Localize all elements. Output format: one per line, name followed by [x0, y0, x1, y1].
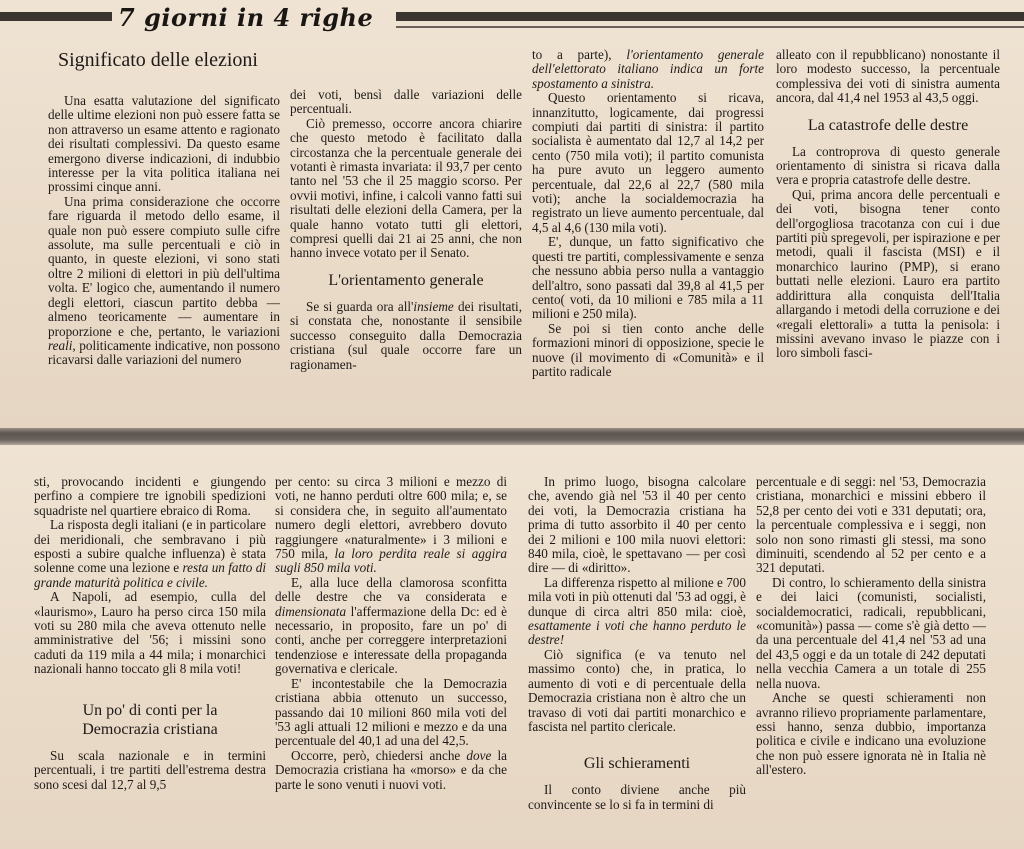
- paragraph: La differenza rispetto al milione e 700 mila voti in più ottenuti dal '53 ad oggi, è dunque di circa altri 850 mila: cioè, esattamente i voti che hanno perduto le destre!: [528, 574, 746, 648]
- paragraph: Se poi si tien conto anche delle formazioni minori di opposizione, specie le nuove (il movimento di «Comunità» e il partito radicale: [532, 320, 764, 379]
- paragraph: per cento: su circa 3 milioni e mezzo di voti, ne hanno perduti oltre 600 mila; e, se si considera che, in seguito all'aumentato numero degli elettori, avrebbero dovuto raggiungere «naturalmente» i 3 milioni e 750 mila, la loro perdita reale si aggira sugli 850 mila voti.: [275, 474, 507, 576]
- paragraph: dei voti, bensì dalle variazioni delle percentuali.: [290, 87, 522, 117]
- bottom-clipping: [0, 445, 1024, 849]
- paragraph: percentuale e di seggi: nel '53, Democrazia cristiana, monarchici e missini ebbero il 52,8 per cento dei voti e 331 deputati; ora, la percentuale complessiva e i seggi, non solo non sono rimasti gli stessi, ma sono diminuiti, scendendo al 52 per cento e a 321 deputati.: [756, 474, 986, 576]
- bottom-column-4: [756, 475, 986, 778]
- top-column-3: [532, 48, 764, 379]
- paragraph: to a parte), l'orientamento generale dell'elettorato italiano indica un forte spostamento a sinistra.: [532, 47, 764, 91]
- masthead-rule-thin: [396, 26, 1024, 28]
- bottom-column-1: [34, 475, 266, 792]
- masthead-rule-left: [0, 12, 112, 21]
- paragraph: Il conto diviene anche più convincente se lo si fa in termini di: [528, 782, 746, 812]
- paragraph: Occorre, però, chiedersi anche dove la Democrazia cristiana ha «morso» e da che parte le sono venuti i nuovi voti.: [275, 747, 507, 792]
- paragraph: La risposta degli italiani (e in particolare dei meridionali, che sembravano i più esposti a subire qualche influenza) è stata solenne come una lezione e resta un fatto di grande maturità politica e civile.: [34, 517, 266, 590]
- bottom-column-3: [528, 475, 746, 812]
- paragraph: A Napoli, ad esempio, culla del «laurismo», Lauro ha perso circa 150 mila voti su 280 mila che aveva ottenuto nelle amministrative del '56; i missini sono caduti da 119 mila a 44 mila; i monarchici nazionali hanno toccato gli 8 mila voti!: [34, 589, 266, 677]
- paragraph: Anche se questi schieramenti non avranno rilievo propriamente parlamentare, essi hanno, senza dubbio, importanza politica e civile e indicano una evoluzione che non può essere ignorata nè in Italia nè all'estero.: [756, 690, 986, 778]
- masthead-title: 7 giorni in 4 righe: [118, 3, 374, 32]
- article-headline: Significato delle elezioni: [58, 49, 258, 71]
- paragraph: Su scala nazionale e in termini percentuali, i tre partiti dell'estrema destra sono scesi dal 12,7 al 9,5: [34, 747, 266, 792]
- paragraph: In primo luogo, bisogna calcolare che, avendo già nel '53 il 40 per cento dei voti, la Democrazia cristiana ha prima di tutto assorbito il 40 per cento dei 2 milioni e 100 mila nuovi elettori: 840 mila, cioè, le spettavano — per così dire — di «diritto».: [528, 474, 746, 576]
- paragraph: sti, provocando incidenti e giungendo perfino a compiere tre ignobili spedizioni squadriste nel quartiere ebraico di Roma.: [34, 474, 266, 518]
- paragraph: Una esatta valutazione del significato delle ultime elezioni non può essere fatta se non attraverso un esame attento e ragionato dei risultati complessivi. Da questo esame emergono diverse indicazioni, di indubbio interesse per la vita politica italiana nei prossimi cinque anni.: [48, 93, 280, 195]
- bottom-column-2: [275, 475, 507, 792]
- paragraph: E' incontestabile che la Democrazia cristiana abbia ottenuto un successo, passando dai 10 milioni 860 mila voti del '53 agli attuali 12 milioni e mezzo e da una percentuale del 40,1 ad una del 42,5.: [275, 675, 507, 749]
- section-heading: L'orientamento generale: [328, 271, 484, 289]
- paragraph: E, alla luce della clamorosa sconfitta delle destre che va considerata e dimensionata l'affermazione della Dc: ed è necessario, in proposito, fare un po' di conti, anche per correggere interpretazioni tendenziose e interessate della propaganda governativa e clericale.: [275, 574, 507, 677]
- paragraph: Questo orientamento si ricava, innanzitutto, logicamente, dai progressi compiuti dai partiti di sinistra: il partito socialista è aumentato dal 12,7 al 14,2 per cento (750 mila voti); il partito comunista ha pure avuto un leggero aumento percentuale, dal 22,6 al 22,7 (580 mila voti); anche la socialdemocrazia ha registrato un lieve aumento percentuale, dal 4,5 al 4,6 (130 mila voti).: [532, 90, 764, 235]
- paragraph: Qui, prima ancora delle percentuali e dei voti, bisogna tener conto dell'orgogliosa tracotanza con cui i due partiti più spregevoli, per ispirazione e per metodi, quali il fascista (MSI) e il monarchico laurino (PMP), si erano buttati nelle elezioni. Lauro era partito addirittura alla conquista dell'Italia allargando i metodi della corruzione e dei «regali elettorali» a tutta la penisola: i missini avevano invaso le piazze con i loro simboli fasci-: [776, 186, 1000, 361]
- paragraph: Ciò premesso, occorre ancora chiarire che questo metodo è facilitato dalla circostanza che la percentuale generale dei votanti è rimasta invariata: il 93,7 per cento tanto nel '53 che il 25 maggio scorso. Per ovvii motivi, infine, i calcoli vanno fatti sui risultati delle elezioni della Camera, per la quale hanno votato tutti gli elettori, compresi quelli dai 21 ai 25 anni, che non hanno invece votato per il Senato.: [290, 115, 522, 261]
- masthead-rule-right: [396, 12, 1024, 21]
- masthead: [0, 0, 1024, 36]
- paragraph: alleato con il repubblicano) nonostante il loro modesto successo, la percentuale complessiva dei voti di sinistra aumenta ancora, dal 41,4 nel 1953 al 43,5 oggi.: [776, 47, 1000, 106]
- top-column-4: [776, 48, 1000, 361]
- top-column-1: [48, 48, 280, 368]
- paragraph: E', dunque, un fatto significativo che questi tre partiti, complessivamente e senza che nessuno abbia perso nulla a vantaggio dell'altro, sono passati dal 39,8 al 41,5 per cento( voti, da 10 milioni e 785 mila a 11 milioni e 250 mila).: [532, 234, 764, 322]
- paragraph: Una prima considerazione che occorre fare riguarda il metodo dello esame, il quale non può essere compiuto sulle cifre assolute, ma sulle percentuali e ciò in quanto, in queste elezioni, vi sono stati oltre 2 milioni di elettori in più dell'ultima volta. E' logico che, aumentando il numero degli elettori, ciascun partito debba — almeno teoricamente — aumentare in proporzione e che, pertanto, le variazioni reali, politicamente indicative, non possono ricavarsi dalle variazioni del numero: [48, 193, 280, 368]
- paragraph: La controprova di questo generale orientamento di sinistra si ricava dalla vera e propria catastrofe delle destre.: [776, 143, 1000, 188]
- section-heading: La catastrofe delle destre: [807, 116, 969, 134]
- section-heading: Gli schieramenti: [583, 755, 691, 773]
- clipping-seam: [0, 428, 1024, 445]
- top-column-2: [290, 88, 522, 372]
- section-heading: Un po' di conti per la Democrazia cristiana: [82, 701, 218, 738]
- paragraph: Se si guarda ora all'insieme dei risultati, si constata che, nonostante il sensibile successo conseguito dalla Democrazia cristiana (sul quale occorre fare un ragionamen-: [290, 298, 522, 372]
- paragraph: Ciò significa (e va tenuto nel massimo conto) che, in pratica, lo aumento di voti e di percentuale della Democrazia cristiana non è altro che un travaso di voti dai partiti monarchico e fascista nel partito clericale.: [528, 646, 746, 734]
- paragraph: Di contro, lo schieramento della sinistra e dei laici (comunisti, socialisti, socialdemocratici, radicali, repubblicani, «comunità») passa — come s'è già detto — da una percentuale del 41,4 nel '53 ad una del 43,5 oggi e da un totale di 242 deputati nella vecchia Camera a un totale di 255 nella nuova.: [756, 574, 986, 691]
